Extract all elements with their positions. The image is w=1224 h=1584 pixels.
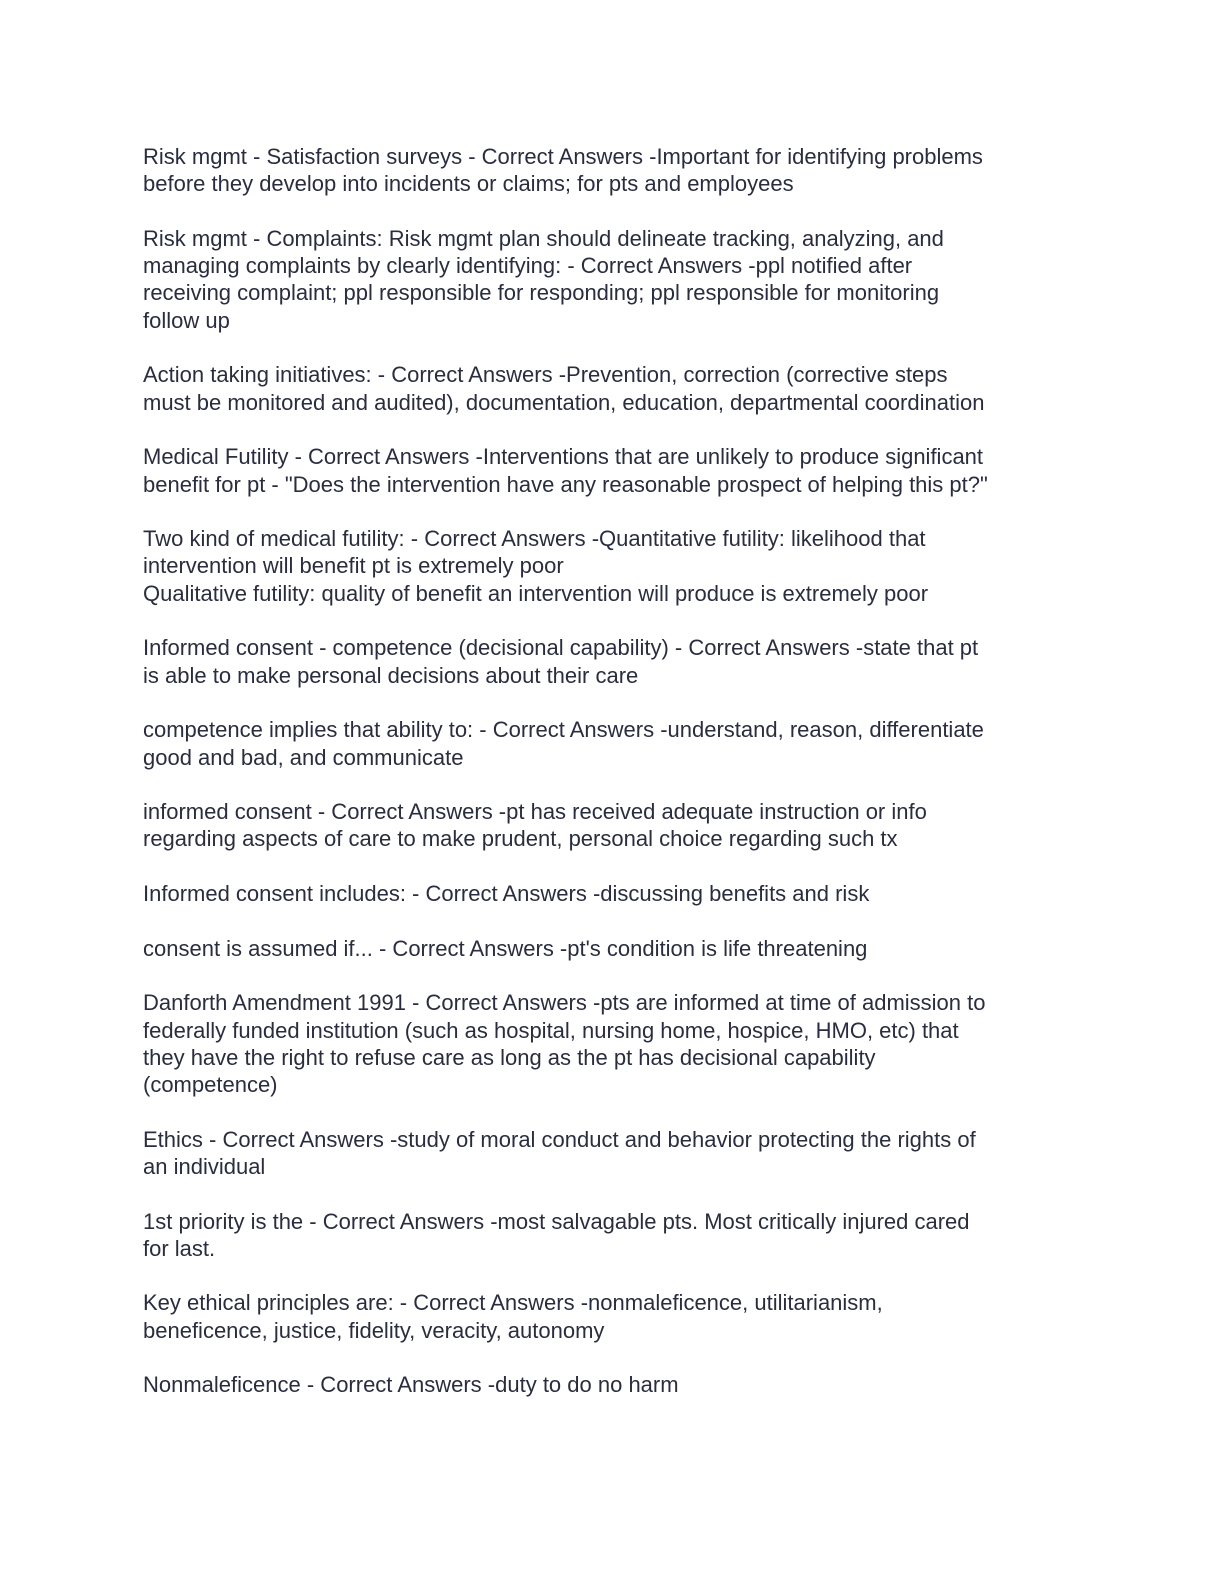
qa-paragraph-complaints: Risk mgmt - Complaints: Risk mgmt plan should delineate tracking, analyzing, and managing complaints by clearly identifying: - Correct Answers -ppl notified after receiving complaint; ppl responsible for responding; ppl responsible for monitoring follow up	[143, 225, 944, 333]
qa-paragraph-nonmaleficence: Nonmaleficence - Correct Answers -duty to do no harm	[143, 1372, 679, 1398]
qa-paragraph-competence-abilities: competence implies that ability to: - Correct Answers -understand, reason, differentiate good and bad, and communicate	[143, 717, 984, 770]
qa-paragraph-consent-assumed: consent is assumed if... - Correct Answers -pt's condition is life threatening	[143, 935, 868, 961]
qa-paragraph-ethics: Ethics - Correct Answers -study of moral conduct and behavior protecting the rights of an individual	[143, 1126, 976, 1179]
qa-paragraph-ethical-principles: Key ethical principles are: - Correct Answers -nonmaleficence, utilitarianism, beneficence, justice, fidelity, veracity, autonomy	[143, 1290, 883, 1343]
qa-paragraph-medical-futility: Medical Futility - Correct Answers -Interventions that are unlikely to produce significant benefit for pt - "Does the intervention have any reasonable prospect of helping this pt?"	[143, 444, 988, 497]
document-page	[143, 143, 1073, 1426]
qa-paragraph-informed-consent: informed consent - Correct Answers -pt has received adequate instruction or info regarding aspects of care to make prudent, personal choice regarding such tx	[143, 799, 927, 852]
qa-paragraph-competence: Informed consent - competence (decisional capability) - Correct Answers -state that pt is able to make personal decisions about their care	[143, 635, 979, 688]
qa-paragraph-danforth-amendment: Danforth Amendment 1991 - Correct Answers -pts are informed at time of admission to federally funded institution (such as hospital, nursing home, hospice, HMO, etc) that they have the right to refuse care as long as the pt has decisional capability (competence)	[143, 990, 986, 1098]
qa-paragraph-consent-includes: Informed consent includes: - Correct Answers -discussing benefits and risk	[143, 881, 870, 907]
qa-paragraph-action-initiatives: Action taking initiatives: - Correct Answers -Prevention, correction (corrective steps must be monitored and audited), documentation, education, departmental coordination	[143, 362, 985, 415]
qa-paragraph-futility-kinds: Two kind of medical futility: - Correct Answers -Quantitative futility: likelihood that intervention will benefit pt is extremely poor Qualitative futility: quality of benefit an intervention will produce is extremely poor	[143, 526, 929, 606]
qa-paragraph-first-priority: 1st priority is the - Correct Answers -most salvagable pts. Most critically injured cared for last.	[143, 1208, 970, 1261]
qa-paragraph-satisfaction-surveys: Risk mgmt - Satisfaction surveys - Correct Answers -Important for identifying problems before they develop into incidents or claims; for pts and employees	[143, 144, 983, 197]
